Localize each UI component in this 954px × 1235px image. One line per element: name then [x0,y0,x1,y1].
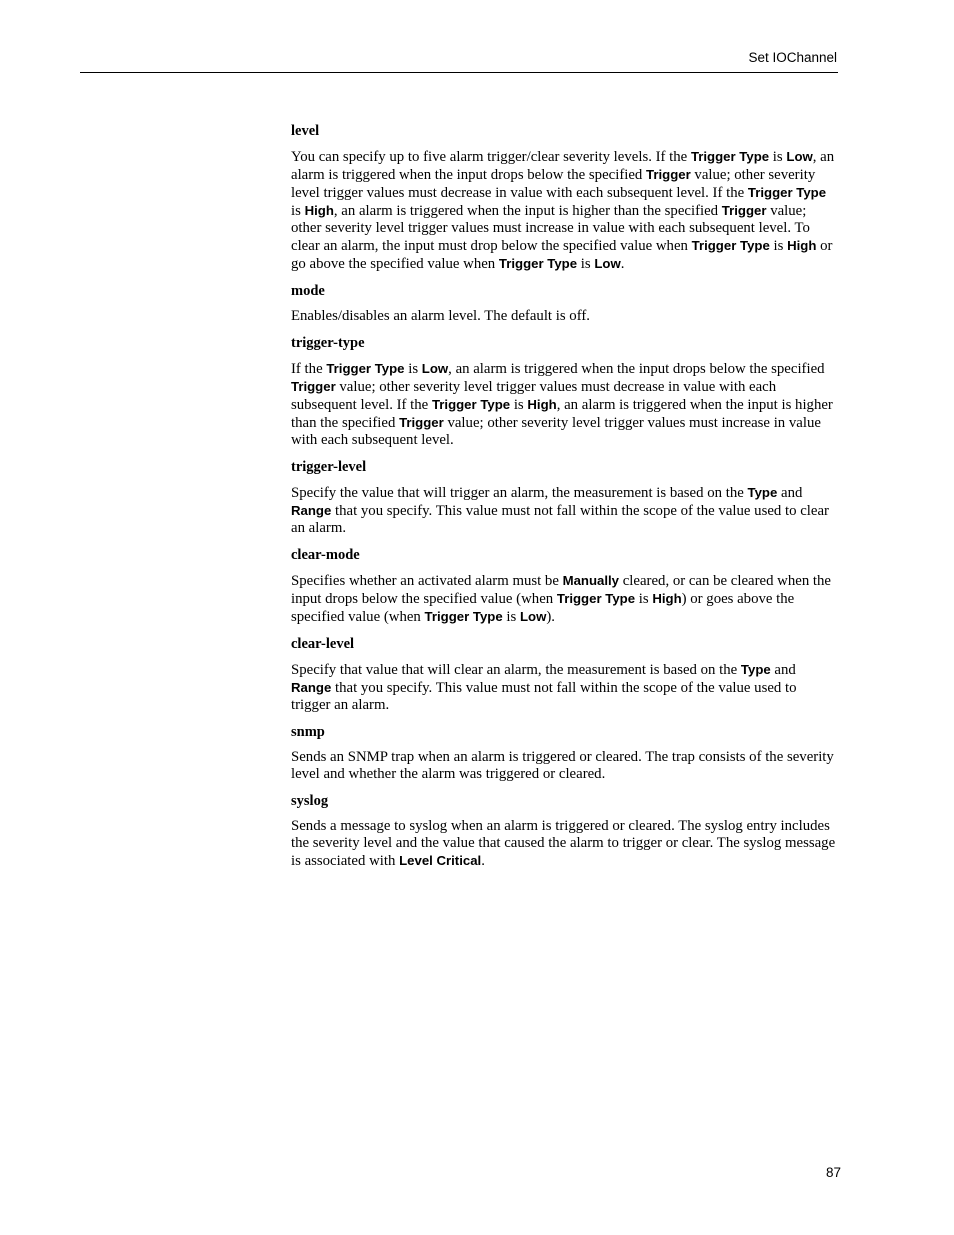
description-text: value; other severity level trigger values must decrease in value with each subsequent level. If the [291,379,777,413]
ui-term: Type [747,485,778,500]
ui-term: Trigger Type [690,149,770,164]
description-text: ) or goes above the specified value (when [291,591,795,625]
header-rule [80,72,838,73]
running-header-title: Set IOChannel [748,50,837,65]
parameter-term-syslog: syslog [291,793,329,809]
parameter-term-clear-level: clear-level [291,636,355,652]
parameter-list [291,122,839,879]
ui-term: Low [786,149,813,164]
parameter-term-snmp: snmp [291,724,325,740]
parameter-description-mode [291,308,839,325]
ui-term: High [527,397,557,412]
description-text: cleared, or can be cleared when the input drops below the specified value (when [291,573,831,607]
ui-term: High [304,203,334,218]
ui-term: Low [421,361,449,376]
description-text: If the [291,361,327,377]
ui-term: Range [291,503,332,518]
ui-term: Trigger Type [424,609,503,624]
description-text: and [770,662,796,678]
page-number: 87 [825,1165,841,1180]
parameter-description-syslog [291,818,839,870]
description-text: , an alarm is triggered when the input drops below the specified [448,361,825,377]
ui-term: Trigger [291,379,336,394]
description-text: Specifies whether an activated alarm must be [291,573,563,589]
description-text: Specify the value that will trigger an alarm, the measurement is based on the [291,485,748,501]
parameter-term-level: level [291,123,320,139]
ui-term: Trigger Type [431,397,511,412]
description-text: and [777,485,803,501]
ui-term: Trigger [399,415,444,430]
description-text: Specify that value that will clear an alarm, the measurement is based on the [291,662,741,678]
parameter-description-clear-mode [291,572,839,626]
ui-term: Trigger Type [556,591,636,606]
description-text: or go above the specified value when [291,238,833,272]
ui-term: High [652,591,682,606]
ui-term: Level Critical [399,853,482,868]
description-text: is [769,238,788,254]
ui-term: High [787,238,817,253]
description-text: that you specify. This value must not fall within the scope of the value used to trigger an alarm. [291,680,797,713]
parameter-term-clear-mode: clear-mode [291,547,360,563]
ui-term: Low [519,609,547,624]
ui-term: Trigger [721,203,767,218]
description-text: , an alarm is triggered when the input is higher than the specified [291,397,833,431]
ui-term: Range [291,680,332,695]
parameter-description-snmp [291,749,839,783]
description-text: is [291,203,305,219]
description-text: value; other severity level trigger values must increase in value with each subsequent level. [291,415,821,448]
ui-term: Manually [562,573,620,588]
description-text: value; other severity level trigger values must decrease in value with each subsequent level. If the [291,167,816,201]
description-text: Sends an SNMP trap when an alarm is triggered or cleared. The trap consists of the severity level and whether the alarm was triggered or cleared. [291,749,834,782]
ui-term: Trigger Type [326,361,405,376]
ui-term: Trigger Type [747,185,827,200]
description-text: value; other severity level trigger values must increase in value with each subsequent level. To clear an alarm, the input must drop below the specified value when [291,203,810,254]
description-text: Sends a message to syslog when an alarm is triggered or cleared. The syslog entry includes the severity level and the value that caused the alarm to trigger or clear. The syslog message is associated with [291,818,836,869]
description-text: is [502,609,520,625]
description-text: . [620,256,625,272]
parameter-description-level [291,148,839,273]
description-text: , an alarm is triggered when the input drops below the specified [291,149,835,183]
description-text: is [404,361,422,377]
ui-term: Trigger [646,167,691,182]
description-text: You can specify up to five alarm trigger/clear severity levels. If the [291,149,691,165]
description-text: ). [546,609,555,625]
description-text: is [635,591,653,607]
description-text: . [481,853,485,869]
parameter-description-clear-level [291,661,839,714]
ui-term: Low [594,256,621,271]
description-text: Enables/disables an alarm level. The default is off. [291,308,590,324]
description-text: that you specify. This value must not fall within the scope of the value used to clear an alarm. [291,503,829,536]
parameter-term-trigger-level: trigger-level [291,459,367,475]
ui-term: Type [740,662,771,677]
parameter-description-trigger-level [291,484,839,537]
ui-term: Trigger Type [498,256,578,271]
description-text: is [510,397,528,413]
description-text: is [769,149,787,165]
description-text: is [577,256,595,272]
parameter-term-trigger-type: trigger-type [291,335,365,351]
parameter-description-trigger-type [291,360,839,449]
description-text: , an alarm is triggered when the input is higher than the specified [333,203,722,219]
parameter-term-mode: mode [291,283,325,299]
ui-term: Trigger Type [691,238,770,253]
